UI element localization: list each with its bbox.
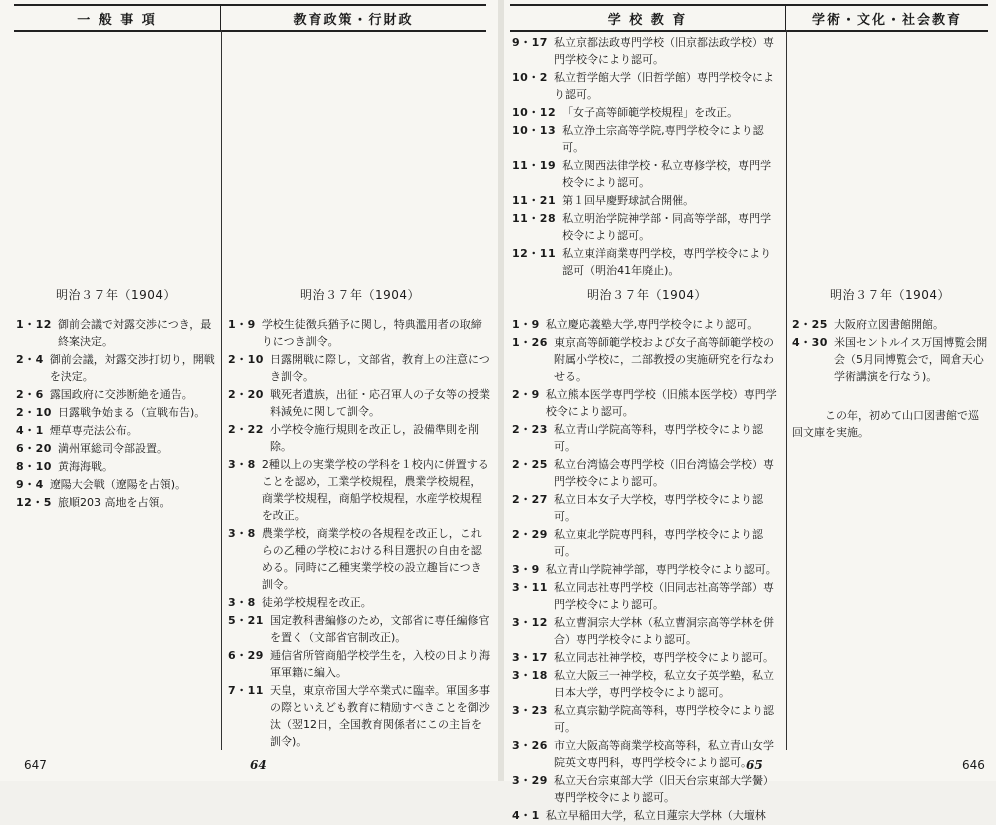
entry-date: 1・12 — [16, 318, 52, 331]
entry-date: 5・21 — [228, 614, 264, 627]
column-rule — [221, 30, 222, 750]
entry-text: 農業学校，商業学校の各規程を改正し，これらの乙種の学校における科目選択の自由を認める。同時に乙種実業学校の設立趣旨につき訓令。 — [261, 527, 482, 591]
entry-text: 学校生徒徴兵猶予に関し，特典濫用者の取締りにつき訓令。 — [261, 318, 482, 348]
entry-text: 露国政府に交渉断絶を通告。 — [49, 388, 193, 401]
entry-text: 私立浄土宗高等学院,専門学校令により認可。 — [562, 124, 764, 154]
right-header-bar — [510, 4, 988, 32]
entry-text: 私立哲学館大学（旧哲学館）専門学校令により認可。 — [553, 71, 774, 101]
entry-text: 私立真宗勧学院高等科，専門学校令により認可。 — [553, 704, 774, 734]
entry-date: 3・8 — [228, 458, 256, 471]
entry-date: 11・21 — [512, 194, 557, 207]
entry-date: 2・9 — [512, 388, 540, 401]
list-item — [512, 579, 782, 613]
list-item — [512, 807, 782, 824]
page-number: 646 — [962, 758, 985, 772]
year-heading: 明治３７年（1904） — [299, 288, 421, 302]
list-item — [228, 647, 492, 681]
header-general: 一 般 事 項 — [14, 6, 221, 30]
list-item — [512, 122, 782, 156]
entry-date: 3・26 — [512, 739, 548, 752]
entry-date: 2・10 — [228, 353, 264, 366]
entry-text: 私立曹洞宗大学林（私立曹洞宗高等学林を併合）専門学校令により認可。 — [553, 616, 774, 646]
culture-list — [792, 316, 988, 385]
entry-date: 2・25 — [792, 318, 828, 331]
policy-list — [228, 316, 492, 750]
list-item — [16, 351, 216, 385]
list-item — [512, 69, 782, 103]
entry-text: 私立京都法政専門学校（旧京都法政学校）専門学校令により認可。 — [553, 36, 774, 66]
list-item — [16, 316, 216, 350]
entry-date: 3・9 — [512, 563, 540, 576]
entry-date: 6・29 — [228, 649, 264, 662]
entry-date: 11・28 — [512, 212, 557, 225]
list-item — [792, 316, 988, 333]
list-item — [512, 192, 782, 209]
entry-text: 私立同志社専門学校（旧同志社高等学部）専門学校令により認可。 — [553, 581, 774, 611]
entry-text: 遼陽大会戦（遼陽を占領)。 — [49, 478, 187, 491]
entry-text: 黄海海戦。 — [57, 460, 113, 473]
entry-date: 2・4 — [16, 353, 44, 366]
general-column — [16, 287, 216, 512]
entry-text: 東京高等師範学校および女子高等師範学校の附属小学校に，二部教授の実施研究を行なわせる。 — [553, 336, 774, 383]
entry-date: 2・10 — [16, 406, 52, 419]
page-number: 647 — [24, 758, 47, 772]
entry-text: 満州軍総司令部設置。 — [57, 442, 168, 455]
school-list — [512, 316, 782, 824]
entry-date: 3・12 — [512, 616, 548, 629]
list-item — [228, 594, 492, 611]
entry-text: 天皇，東京帝国大学卒業式に臨幸。軍国多事の際といえども教育に精励すべきことを御沙汰（翌12日，全国教育関係者にこの主旨を訓令)。 — [269, 684, 490, 748]
entry-text: 御前会議で対露交渉につき，最終案決定。 — [57, 318, 212, 348]
entry-text: 日露開戦に際し，文部省，教育上の注意につき訓令。 — [269, 353, 490, 383]
left-header-bar — [14, 4, 486, 32]
entry-text: 米国セントルイス万国博覧会開会（5月同博覧会で，岡倉天心学術講演を行なう)。 — [833, 336, 988, 383]
header-school: 学 校 教 育 — [510, 6, 786, 30]
entry-date: 9・17 — [512, 36, 548, 49]
entry-date: 4・1 — [16, 424, 44, 437]
entry-date: 8・10 — [16, 460, 52, 473]
list-item — [512, 157, 782, 191]
entry-date: 2・29 — [512, 528, 548, 541]
list-item — [512, 772, 782, 806]
entry-date: 3・18 — [512, 669, 548, 682]
entry-text: 私立早稲田大学，私立日蓮宗大学林（大壇林 — [545, 809, 766, 822]
entry-date: 12・11 — [512, 247, 557, 260]
list-item — [512, 334, 782, 385]
list-item — [16, 476, 216, 493]
list-item — [512, 34, 782, 68]
entry-date: 3・8 — [228, 527, 256, 540]
entry-date: 4・30 — [792, 336, 828, 349]
list-item — [16, 386, 216, 403]
list-item — [228, 525, 492, 593]
entry-text: 徒弟学校規程を改正。 — [261, 596, 372, 609]
list-item — [512, 614, 782, 648]
list-item — [512, 702, 782, 736]
entry-text: 第１回早慶野球試合開催。 — [562, 194, 695, 207]
entry-text: 私立東洋商業専門学校，専門学校令により認可（明治41年廃止)。 — [562, 247, 772, 277]
list-item — [16, 422, 216, 439]
entry-text: 私立天台宗東部大学（旧天台宗東部大学黌）専門学校令により認可。 — [553, 774, 774, 804]
list-item — [512, 561, 782, 578]
school-prev-column — [512, 34, 782, 280]
entry-text: 国定教科書編修のため，文部省に専任編修官を置く（文部省官制改正)。 — [269, 614, 490, 644]
list-item — [512, 526, 782, 560]
entry-date: 2・27 — [512, 493, 548, 506]
entry-date: 3・17 — [512, 651, 548, 664]
entry-date: 7・11 — [228, 684, 264, 697]
header-policy: 教育政策・行財政 — [293, 12, 414, 28]
entry-text: 私立大阪三一神学校，私立女子英学塾，私立日本大学，専門学校令により認可。 — [553, 669, 774, 699]
general-list — [16, 316, 216, 511]
entry-text: 戦死者遺族，出征・応召軍人の子女等の授業料減免に関して訓令。 — [269, 388, 490, 418]
list-item — [16, 404, 216, 421]
entry-date: 10・12 — [512, 106, 557, 119]
culture-column — [792, 287, 988, 441]
entry-date: 6・20 — [16, 442, 52, 455]
entry-date: 10・2 — [512, 71, 548, 84]
list-item — [16, 494, 216, 511]
entry-text: 私立関西法律学校・私立専修学校，専門学校令により認可。 — [562, 159, 772, 189]
list-item — [512, 210, 782, 244]
list-item — [512, 737, 782, 771]
list-item — [512, 386, 782, 420]
entry-text: 私立熊本医学専門学校（旧熊本医学校）専門学校令により認可。 — [545, 388, 777, 418]
list-item — [16, 440, 216, 457]
list-item — [228, 421, 492, 455]
entry-date: 2・22 — [228, 423, 264, 436]
entry-date: 3・29 — [512, 774, 548, 787]
entry-text: 「女子高等師範学校規程」を改正。 — [562, 106, 739, 119]
list-item — [228, 386, 492, 420]
entry-text: 私立青山学院神学部，専門学校令により認可。 — [545, 563, 777, 576]
entry-date: 4・1 — [512, 809, 540, 822]
entry-text: 2種以上の実業学校の学科を１校内に併置することを認め，工業学校規程，農業学校規程，商業学校規程，商船学校規程，水産学校規程を改正。 — [261, 458, 489, 522]
entry-text: 旅順203 高地を占領。 — [57, 496, 171, 509]
entry-text: 私立日本女子大学校，専門学校令により認可。 — [553, 493, 763, 523]
entry-date: 3・11 — [512, 581, 548, 594]
year-heading: 明治３７年（1904） — [829, 288, 951, 302]
entry-text: 御前会議，対露交渉打切り，開戦を決定。 — [49, 353, 215, 383]
list-item — [512, 316, 782, 333]
entry-text: 煙草専売法公布。 — [49, 424, 138, 437]
list-item — [228, 316, 492, 350]
entry-date: 3・23 — [512, 704, 548, 717]
entry-text: 私立台湾協会専門学校（旧台湾協会学校）専門学校令により認可。 — [553, 458, 774, 488]
entry-text: 日露戦争始まる（宣戦布告)。 — [57, 406, 206, 419]
entry-date: 2・25 — [512, 458, 548, 471]
list-item — [512, 456, 782, 490]
entry-text: 私立明治学院神学部・同高等学部，専門学校令により認可。 — [562, 212, 772, 242]
entry-text: 私立慶応義塾大学,専門学校令により認可。 — [545, 318, 759, 331]
entry-text: 私立青山学院高等科，専門学校令により認可。 — [553, 423, 763, 453]
school-prev-list — [512, 34, 782, 279]
policy-column — [228, 287, 492, 751]
entry-date: 1・9 — [512, 318, 540, 331]
entry-date: 12・5 — [16, 496, 52, 509]
list-item — [512, 104, 782, 121]
entry-text: 私立同志社神学校，専門学校令により認可。 — [553, 651, 774, 664]
entry-date: 3・8 — [228, 596, 256, 609]
list-item — [512, 421, 782, 455]
entry-text: 大阪府立図書館開館。 — [833, 318, 944, 331]
entry-date: 1・26 — [512, 336, 548, 349]
entry-text: 小学校令施行規則を改正し，設備準則を削除。 — [269, 423, 479, 453]
entry-date: 10・13 — [512, 124, 557, 137]
list-item — [16, 458, 216, 475]
entry-date: 2・20 — [228, 388, 264, 401]
list-item — [512, 649, 782, 666]
year-heading: 明治３７年（1904） — [586, 288, 708, 302]
list-item — [792, 334, 988, 385]
list-item — [512, 245, 782, 279]
entry-text: 私立東北学院専門科，専門学校令により認可。 — [553, 528, 763, 558]
list-item — [228, 612, 492, 646]
entry-date: 11・19 — [512, 159, 557, 172]
column-rule — [786, 30, 787, 750]
year-heading: 明治３７年（1904） — [55, 288, 177, 302]
entry-date: 9・4 — [16, 478, 44, 491]
header-culture: 学術・文化・社会教育 — [811, 12, 962, 28]
list-item — [228, 351, 492, 385]
school-column — [512, 287, 782, 825]
list-item — [512, 667, 782, 701]
list-item — [228, 456, 492, 524]
entry-date: 2・6 — [16, 388, 44, 401]
page-number: 64 — [250, 758, 267, 772]
entry-text: 市立大阪高等商業学校高等科，私立青山女学院英文専門科，専門学校令により認可。 — [553, 739, 774, 769]
entry-date: 2・23 — [512, 423, 548, 436]
list-item — [228, 682, 492, 750]
page-number: 65 — [746, 758, 763, 772]
entry-date: 1・9 — [228, 318, 256, 331]
culture-note: この年，初めて山口図書館で巡回文庫を実施。 — [792, 409, 979, 439]
entry-text: 逓信省所管商船学校学生を，入校の日より海軍軍籍に編入。 — [269, 649, 490, 679]
list-item — [512, 491, 782, 525]
